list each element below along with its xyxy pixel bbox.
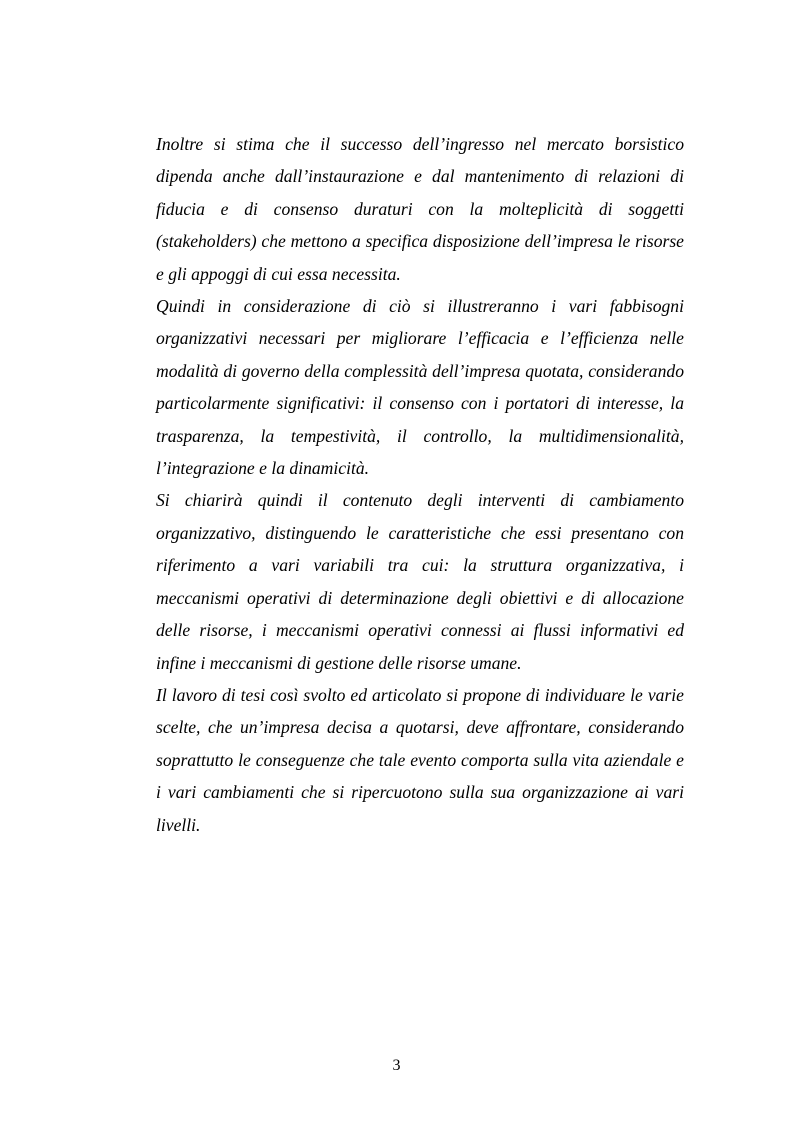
- paragraph-2: Quindi in considerazione di ciò si illustreranno i vari fabbisogni organizzativi necessari per migliorare l’efficacia e l’efficienza nelle modalità di governo della complessità dell’impresa quotata, considerando particolarmente significativi: il consenso con i portatori di interesse, la trasparenza, la tempestività, il controllo, la multidimensionalità, l’integrazione e la dinamicità.: [156, 296, 684, 479]
- paragraph-1: Inoltre si stima che il successo dell’ingresso nel mercato borsistico dipenda anche dall’instaurazione e dal mantenimento di relazioni di fiducia e di consenso duraturi con la molteplicità di soggetti (stakeholders) che mettono a specifica disposizione dell’impresa le risorse e gli appoggi di cui essa necessita.: [156, 134, 684, 284]
- paragraph-3: Si chiarirà quindi il contenuto degli interventi di cambiamento organizzativo, distinguendo le caratteristiche che essi presentano con riferimento a vari variabili tra cui: la struttura organizzativa, i meccanismi operativi di determinazione degli obiettivi e di allocazione delle risorse, i meccanismi operativi connessi ai flussi informativi ed infine i meccanismi di gestione delle risorse umane.: [156, 490, 684, 673]
- page-number: 3: [392, 1057, 401, 1074]
- paragraph-4: Il lavoro di tesi così svolto ed articolato si propone di individuare le varie scelte, che un’impresa decisa a quotarsi, deve affrontare, considerando soprattutto le conseguenze che tale evento comporta sulla vita aziendale e i vari cambiamenti che si ripercuotono sulla sua organizzazione ai vari livelli.: [156, 684, 684, 835]
- body-text: [156, 128, 684, 841]
